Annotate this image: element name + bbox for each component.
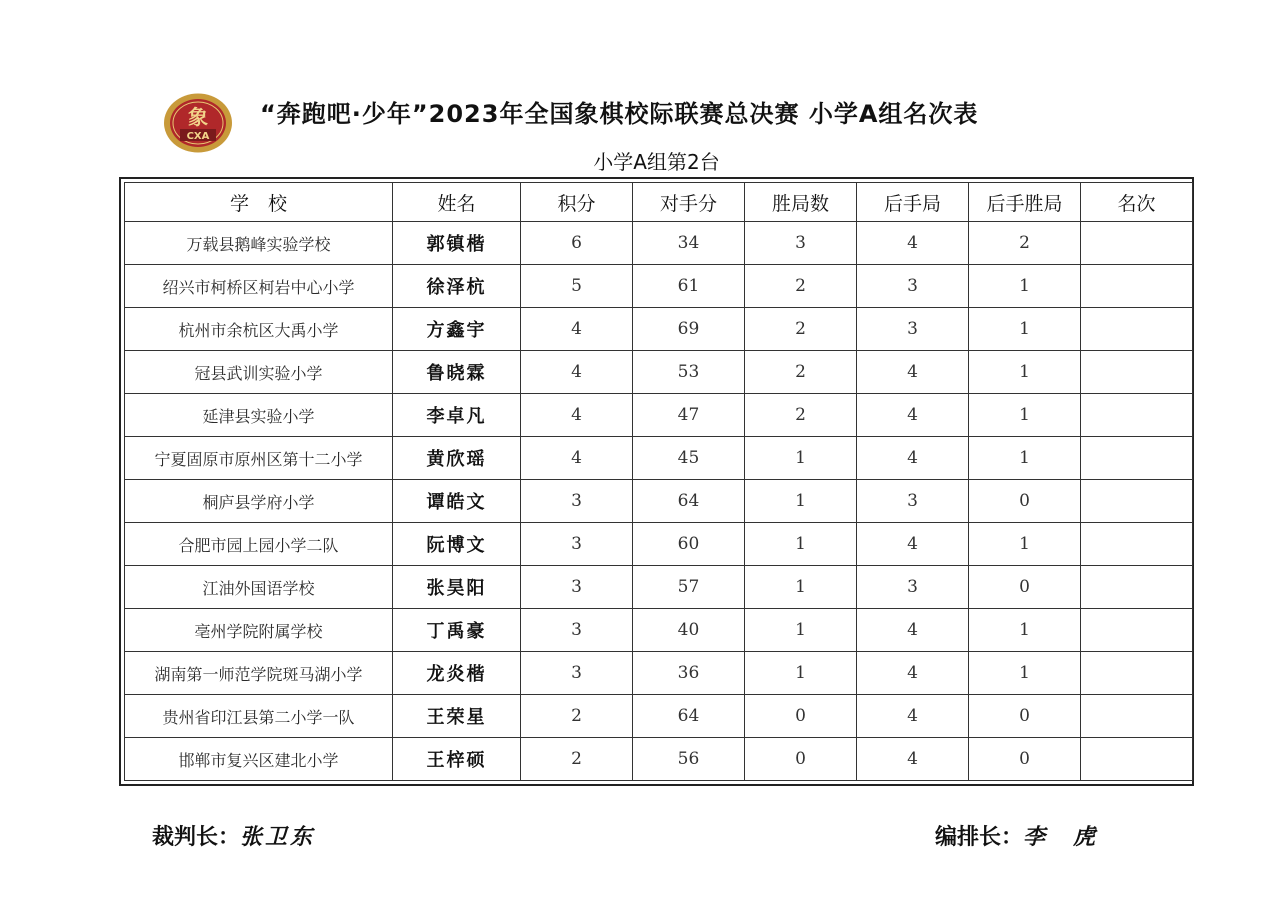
- cell-black-games: 4: [857, 738, 969, 781]
- cell-points: 3: [521, 652, 633, 695]
- cell-name: 王荣星: [393, 695, 521, 738]
- cell-rank: [1081, 222, 1193, 265]
- cell-black-games: 4: [857, 437, 969, 480]
- column-header-black-games: 后手局: [857, 183, 969, 222]
- cell-points: 4: [521, 394, 633, 437]
- cell-wins: 1: [745, 437, 857, 480]
- cell-school: 绍兴市柯桥区柯岩中心小学: [125, 265, 393, 308]
- cell-black-wins: 1: [969, 265, 1081, 308]
- cell-opponent-points: 64: [633, 480, 745, 523]
- cell-opponent-points: 64: [633, 695, 745, 738]
- cell-black-games: 3: [857, 308, 969, 351]
- table-row: [125, 351, 1193, 394]
- cell-opponent-points: 60: [633, 523, 745, 566]
- cell-black-wins: 0: [969, 480, 1081, 523]
- table-row: [125, 523, 1193, 566]
- cell-wins: 1: [745, 523, 857, 566]
- table-row: [125, 738, 1193, 781]
- cell-black-games: 3: [857, 265, 969, 308]
- cell-opponent-points: 47: [633, 394, 745, 437]
- scheduler-label: 编排长：: [935, 825, 1024, 850]
- cell-school: 万载县鹅峰实验学校: [125, 222, 393, 265]
- cell-black-games: 3: [857, 566, 969, 609]
- cell-opponent-points: 45: [633, 437, 745, 480]
- cxa-logo: [162, 92, 234, 154]
- cell-rank: [1081, 652, 1193, 695]
- cell-black-wins: 1: [969, 351, 1081, 394]
- table-row: [125, 308, 1193, 351]
- cell-points: 2: [521, 695, 633, 738]
- page-subtitle: 小学A组第2台: [593, 150, 720, 174]
- cell-name: 龙炎楷: [393, 652, 521, 695]
- cell-opponent-points: 61: [633, 265, 745, 308]
- cell-wins: 2: [745, 265, 857, 308]
- cell-points: 2: [521, 738, 633, 781]
- cell-black-games: 4: [857, 222, 969, 265]
- cell-school: 冠县武训实验小学: [125, 351, 393, 394]
- cell-black-wins: 1: [969, 609, 1081, 652]
- cell-school: 亳州学院附属学校: [125, 609, 393, 652]
- cell-points: 3: [521, 609, 633, 652]
- column-header-wins: 胜局数: [745, 183, 857, 222]
- table-row: [125, 566, 1193, 609]
- cell-black-games: 4: [857, 394, 969, 437]
- cell-black-wins: 0: [969, 695, 1081, 738]
- table-body: [125, 222, 1193, 781]
- cell-black-games: 4: [857, 609, 969, 652]
- cell-points: 4: [521, 351, 633, 394]
- cell-rank: [1081, 308, 1193, 351]
- cell-opponent-points: 40: [633, 609, 745, 652]
- table-row: [125, 480, 1193, 523]
- cell-black-games: 4: [857, 695, 969, 738]
- cell-name: 鲁晓霖: [393, 351, 521, 394]
- cell-school: 江油外国语学校: [125, 566, 393, 609]
- table-row: [125, 652, 1193, 695]
- table-header-row: [125, 183, 1193, 222]
- table-row: [125, 222, 1193, 265]
- page-title: “奔跑吧·少年”2023年全国象棋校际联赛总决赛 小学A组名次表: [260, 100, 979, 128]
- cell-opponent-points: 36: [633, 652, 745, 695]
- cell-name: 黄欣瑶: [393, 437, 521, 480]
- column-header-school: 学 校: [125, 183, 393, 222]
- table-row: [125, 394, 1193, 437]
- cell-black-wins: 1: [969, 523, 1081, 566]
- cell-school: 宁夏固原市原州区第十二小学: [125, 437, 393, 480]
- cell-black-wins: 1: [969, 652, 1081, 695]
- cell-name: 徐泽杭: [393, 265, 521, 308]
- cell-points: 4: [521, 437, 633, 480]
- cell-points: 6: [521, 222, 633, 265]
- cell-name: 丁禹豪: [393, 609, 521, 652]
- cell-school: 湖南第一师范学院斑马湖小学: [125, 652, 393, 695]
- cell-rank: [1081, 351, 1193, 394]
- cell-wins: 0: [745, 738, 857, 781]
- cell-wins: 1: [745, 566, 857, 609]
- cell-rank: [1081, 523, 1193, 566]
- cell-name: 张昊阳: [393, 566, 521, 609]
- cell-school: 合肥市园上园小学二队: [125, 523, 393, 566]
- table-row: [125, 437, 1193, 480]
- cell-wins: 1: [745, 652, 857, 695]
- cell-rank: [1081, 265, 1193, 308]
- cell-points: 3: [521, 566, 633, 609]
- cell-black-wins: 0: [969, 738, 1081, 781]
- chief-referee-label: 裁判长：: [152, 825, 241, 850]
- cell-school: 杭州市余杭区大禹小学: [125, 308, 393, 351]
- cell-wins: 2: [745, 351, 857, 394]
- cell-school: 贵州省印江县第二小学一队: [125, 695, 393, 738]
- scheduler-signature: 李 虎: [1023, 824, 1099, 850]
- cell-name: 李卓凡: [393, 394, 521, 437]
- cell-wins: 0: [745, 695, 857, 738]
- cell-opponent-points: 53: [633, 351, 745, 394]
- cell-rank: [1081, 437, 1193, 480]
- cell-wins: 3: [745, 222, 857, 265]
- cell-name: 谭皓文: [393, 480, 521, 523]
- table-row: [125, 609, 1193, 652]
- cell-points: 4: [521, 308, 633, 351]
- logo-text: CXA: [186, 131, 210, 142]
- cell-opponent-points: 57: [633, 566, 745, 609]
- cell-name: 王梓硕: [393, 738, 521, 781]
- cell-wins: 2: [745, 308, 857, 351]
- ranking-table-frame: [119, 177, 1194, 786]
- logo-glyph: 象: [188, 105, 208, 129]
- cell-name: 方鑫宇: [393, 308, 521, 351]
- chief-referee: [152, 820, 315, 851]
- cell-points: 5: [521, 265, 633, 308]
- cell-black-games: 4: [857, 351, 969, 394]
- cell-wins: 2: [745, 394, 857, 437]
- cell-black-wins: 1: [969, 437, 1081, 480]
- chief-referee-signature: 张卫东: [240, 824, 316, 850]
- cell-black-wins: 2: [969, 222, 1081, 265]
- cell-black-wins: 1: [969, 394, 1081, 437]
- cell-wins: 1: [745, 609, 857, 652]
- cell-black-games: 4: [857, 523, 969, 566]
- cell-school: 桐庐县学府小学: [125, 480, 393, 523]
- column-header-opponent-points: 对手分: [633, 183, 745, 222]
- column-header-rank: 名次: [1081, 183, 1193, 222]
- cell-black-games: 4: [857, 652, 969, 695]
- scheduler: [935, 820, 1098, 851]
- cell-black-wins: 1: [969, 308, 1081, 351]
- cell-rank: [1081, 566, 1193, 609]
- cell-school: 延津县实验小学: [125, 394, 393, 437]
- cell-name: 郭镇楷: [393, 222, 521, 265]
- table-row: [125, 265, 1193, 308]
- cell-points: 3: [521, 480, 633, 523]
- cell-opponent-points: 56: [633, 738, 745, 781]
- cell-black-wins: 0: [969, 566, 1081, 609]
- cell-opponent-points: 34: [633, 222, 745, 265]
- cell-rank: [1081, 609, 1193, 652]
- table-row: [125, 695, 1193, 738]
- column-header-black-wins: 后手胜局: [969, 183, 1081, 222]
- column-header-points: 积分: [521, 183, 633, 222]
- cell-rank: [1081, 394, 1193, 437]
- cell-points: 3: [521, 523, 633, 566]
- cell-opponent-points: 69: [633, 308, 745, 351]
- ranking-table: [124, 182, 1193, 781]
- cell-school: 邯郸市复兴区建北小学: [125, 738, 393, 781]
- cell-name: 阮博文: [393, 523, 521, 566]
- cell-rank: [1081, 695, 1193, 738]
- column-header-name: 姓名: [393, 183, 521, 222]
- cell-black-games: 3: [857, 480, 969, 523]
- cell-rank: [1081, 480, 1193, 523]
- cell-wins: 1: [745, 480, 857, 523]
- cell-rank: [1081, 738, 1193, 781]
